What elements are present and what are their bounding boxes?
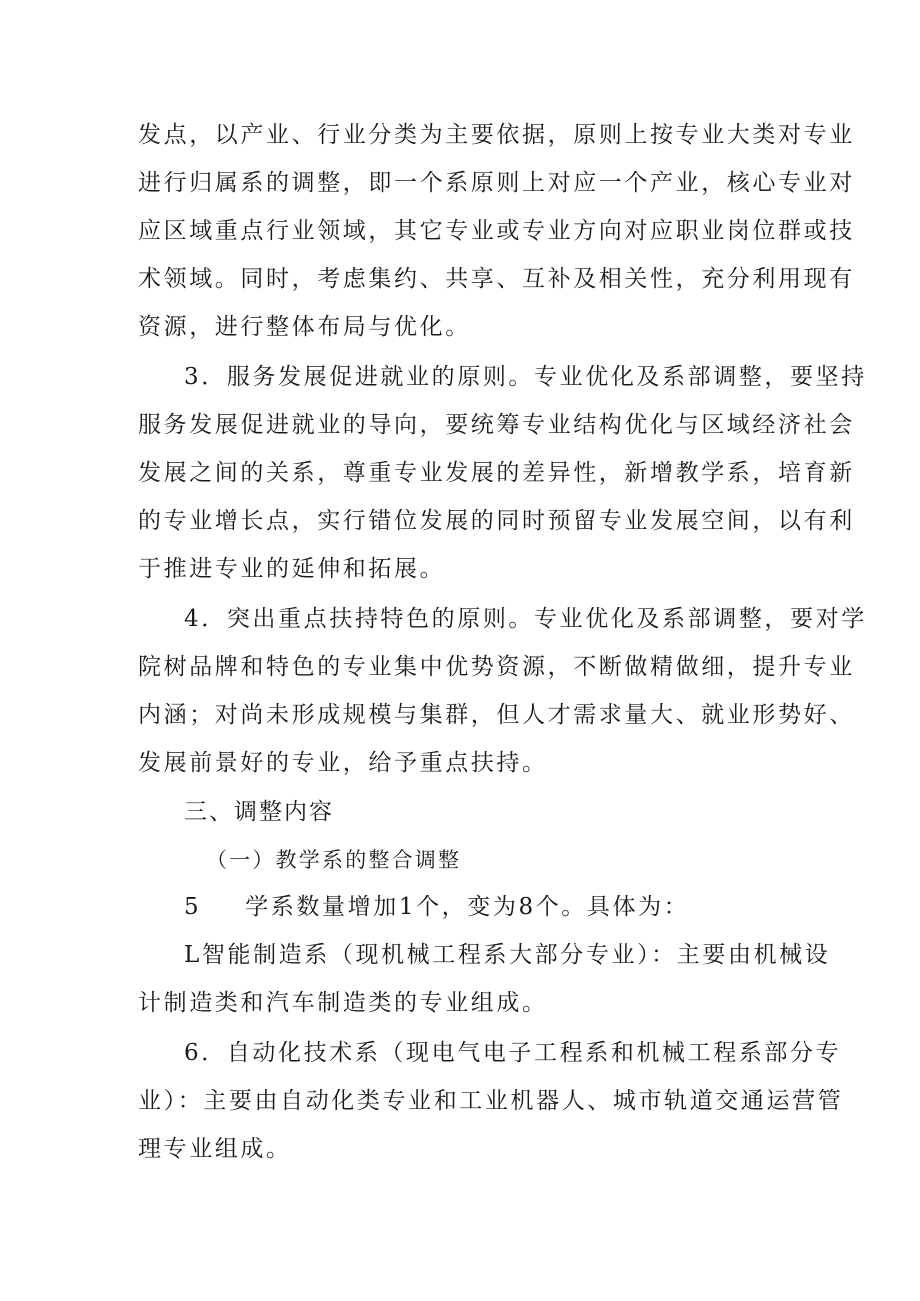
paragraph-line: 发展前景好的专业，给予重点扶持。: [138, 750, 548, 776]
paragraph-line: 计制造类和汽车制造类的专业组成。: [138, 990, 548, 1016]
paragraph-line: 4．突出重点扶持特色的原则。专业优化及系部调整，要对学: [184, 606, 867, 632]
numbered-line: [184, 887, 790, 927]
paragraph-line: 的专业增长点，实行错位发展的同时预留专业发展空间，以有利: [138, 508, 855, 534]
paragraph-line: 6．自动化技术系（现电气电子工程系和机械工程系部分专: [184, 1040, 842, 1066]
paragraph-line: 3．服务发展促进就业的原则。专业优化及系部调整，要坚持: [184, 364, 867, 390]
paragraph-line: 发点，以产业、行业分类为主要依据，原则上按专业大类对专业: [138, 122, 855, 148]
paragraph-line: 于推进专业的延伸和拓展。: [138, 556, 446, 582]
paragraph-line: 服务发展促进就业的导向，要统筹专业结构优化与区域经济社会: [138, 412, 855, 438]
paragraph-line: 发展之间的关系，尊重专业发展的差异性，新增教学系，培育新: [138, 460, 855, 486]
section-heading: 三、调整内容: [184, 799, 334, 825]
paragraph-line: 应区域重点行业领域，其它专业或专业方向对应职业岗位群或技: [138, 218, 855, 244]
paragraph-line: 院树品牌和特色的专业集中优势资源，不断做精做细，提升专业: [138, 654, 855, 680]
subsection-heading: （一）教学系的整合调整: [206, 848, 462, 872]
item-number: 5: [184, 894, 202, 920]
paragraph-line: 理专业组成。: [138, 1136, 292, 1162]
paragraph-line: 进行归属系的调整，即一个系原则上对应一个产业，核心专业对: [138, 170, 855, 196]
paragraph-line: L智能制造系（现机械工程系大部分专业）：主要由机械设: [184, 942, 831, 968]
item-text: 学系数量增加1个，变为8个。具体为：: [245, 894, 690, 920]
paragraph-line: 业）：主要由自动化类专业和工业机器人、城市轨道交通运营管: [138, 1088, 844, 1114]
paragraph-line: 内涵；对尚未形成规模与集群，但人才需求量大、就业形势好、: [138, 702, 855, 728]
paragraph-line: 术领域。同时，考虑集约、共享、互补及相关性，充分利用现有: [138, 266, 855, 292]
paragraph-line: 资源，进行整体布局与优化。: [138, 314, 471, 340]
